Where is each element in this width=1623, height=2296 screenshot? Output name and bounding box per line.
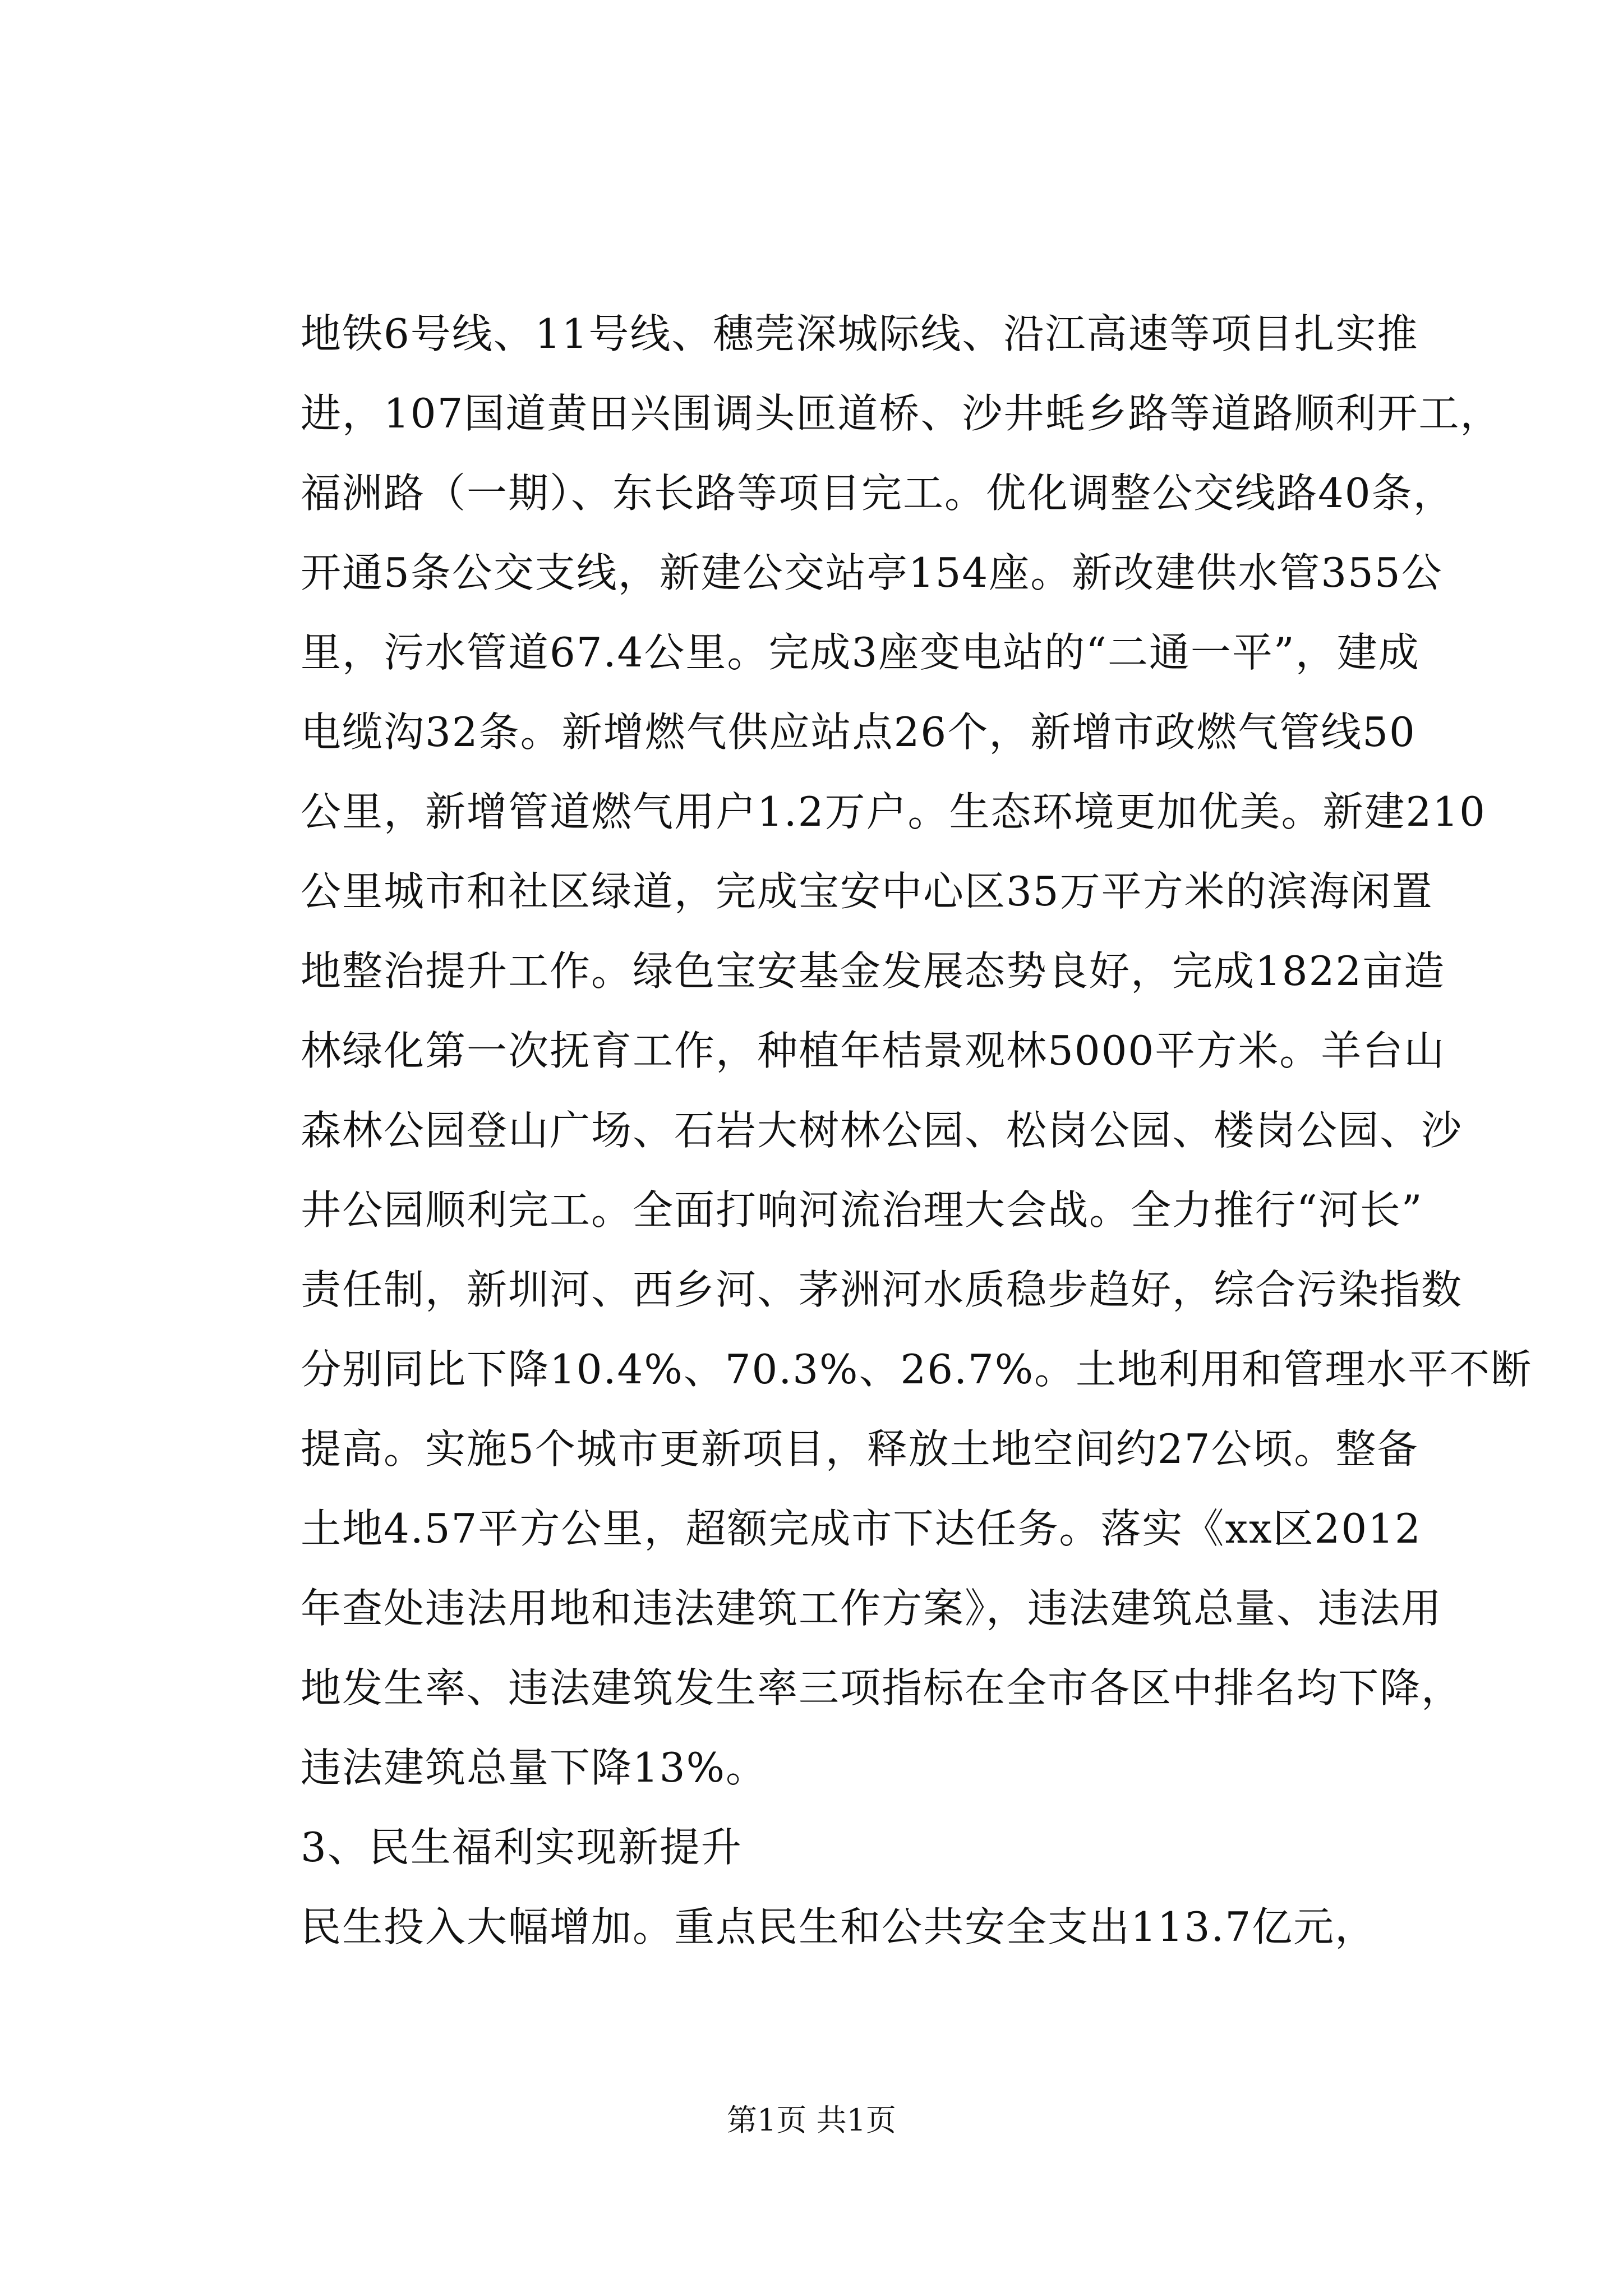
body-line: 公里城市和社区绿道，完成宝安中心区35万平方米的滨海闲置 — [301, 868, 1433, 915]
body-line: 分别同比下降10.4%、70.3%、26.7%。土地利用和管理水平不断 — [301, 1346, 1533, 1393]
body-line: 年查处违法用地和违法建筑工作方案》，违法建筑总量、违法用 — [301, 1585, 1443, 1632]
body-line: 地铁6号线、11号线、穗莞深城际线、沿江高速等项目扎实推 — [301, 310, 1419, 357]
body-line: 提高。实施5个城市更新项目，释放土地空间约27公顷。整备 — [301, 1425, 1419, 1473]
page-footer: 第1页 共1页 — [727, 2102, 896, 2138]
body-line: 地发生率、违法建筑发生率三项指标在全市各区中排名均下降， — [301, 1664, 1463, 1711]
body-line: 民生投入大幅增加。重点民生和公共安全支出113.7亿元， — [301, 1903, 1377, 1950]
body-line: 进，107国道黄田兴围调头匝道桥、沙井蚝乡路等道路顺利开工， — [301, 390, 1502, 437]
body-line: 林绿化第一次抚育工作，种植年桔景观林5000平方米。羊台山 — [301, 1027, 1446, 1074]
section-heading: 3、民生福利实现新提升 — [301, 1824, 743, 1871]
body-line: 公里，新增管道燃气用户1.2万户。生态环境更加优美。新建210 — [301, 788, 1486, 835]
body-line: 森林公园登山广场、石岩大树林公园、松岗公园、楼岗公园、沙 — [301, 1107, 1463, 1154]
body-line: 土地4.57平方公里，超额完成市下达任务。落实《xx区2012 — [301, 1505, 1422, 1552]
body-line: 福洲路（一期）、东长路等项目完工。优化调整公交线路40条， — [301, 470, 1455, 517]
body-line: 责任制，新圳河、西乡河、茅洲河水质稳步趋好，综合污染指数 — [301, 1266, 1463, 1313]
body-line: 地整治提升工作。绿色宝安基金发展态势良好，完成1822亩造 — [301, 947, 1446, 995]
body-line: 里，污水管道67.4公里。完成3座变电站的“二通一平”，建成 — [301, 629, 1420, 676]
body-line: 井公园顺利完工。全面打响河流治理大会战。全力推行“河长” — [301, 1186, 1423, 1234]
body-line: 开通5条公交支线，新建公交站亭154座。新改建供水管355公 — [301, 549, 1443, 596]
body-line: 违法建筑总量下降13%。 — [301, 1744, 768, 1791]
body-line: 电缆沟32条。新增燃气供应站点26个，新增市政燃气管线50 — [301, 708, 1416, 756]
